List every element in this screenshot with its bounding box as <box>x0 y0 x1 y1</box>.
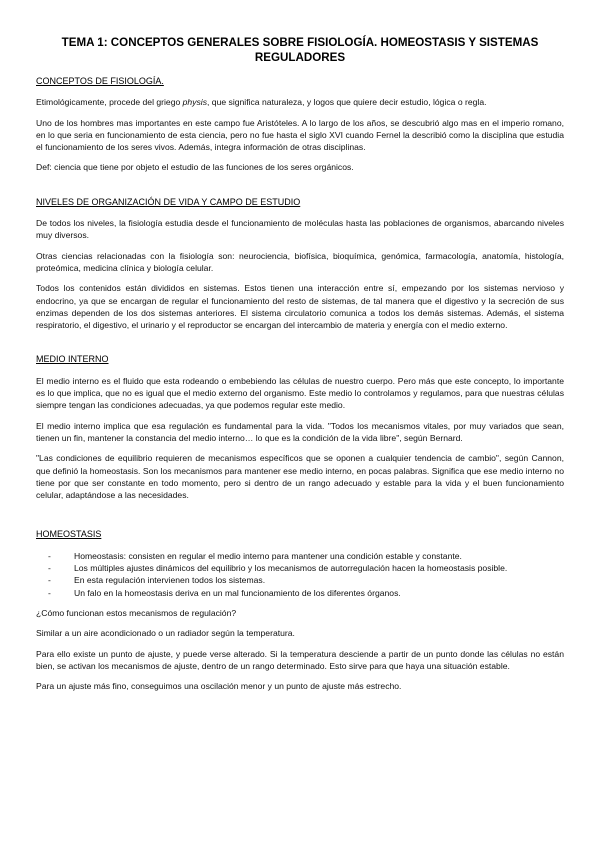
list-item: - Un falo en la homeostasis deriva en un mal funcionamiento de los diferentes órganos. <box>36 587 564 599</box>
paragraph: "Las condiciones de equilibrio requieren de mecanismos específicos que se oponen a cualquier tendencia de cambio", según Cannon, que definió la homeostasis. Son los mecanismos para mantener ese medio interno, en pocas palabras. Significa que ese medio interno no tiene por que ser constante en todo momento, pero si dentro de un rango adecuado y estable para la vida y el buen funcionamiento celular, adaptándose a las necesidades. <box>36 453 564 501</box>
paragraph <box>36 96 564 108</box>
paragraph: Otras ciencias relacionadas con la fisiología son: neurociencia, biofísica, bioquímica, genómica, farmacología, anatomía, histología, proteómica, medicina clínica y biología celular. <box>36 250 564 273</box>
paragraph: Similar a un aire acondicionado o un radiador según la temperatura. <box>36 628 295 639</box>
paragraph-text: , que significa naturaleza, y logos que quiere decir estudio, lógica o regla. <box>207 97 487 108</box>
paragraph: Para ello existe un punto de ajuste, y puede verse alterado. Si la temperatura desciende a partir de un punto donde las células no están bien, se activan los mecanismos de ajuste, dentro de un rango determinado. Esto sirve para que haya una situación estable. <box>36 648 564 671</box>
section-heading-conceptos: CONCEPTOS DE FISIOLOGÍA. <box>36 76 164 86</box>
paragraph: Uno de los hombres mas importantes en este campo fue Aristóteles. A lo largo de los años, se descubrió algo mas en el imperio romano, en lo que seria en funcionamiento de esta ciencia, pero no fue hasta el siglo XVI cuando Fernel la describió como la disciplina que estudia el funcionamiento de los seres vivos. Además, integra información de otras disciplinas. <box>36 117 564 153</box>
bullet-list <box>36 550 564 599</box>
list-item: - En esta regulación intervienen todos los sistemas. <box>36 574 564 586</box>
section-heading-homeostasis: HOMEOSTASIS <box>36 529 102 540</box>
document-title: TEMA 1: CONCEPTOS GENERALES SOBRE FISIOLOGÍA. HOMEOSTASIS Y SISTEMAS REGULADORES <box>61 36 539 64</box>
paragraph: Todos los contenidos están divididos en sistemas. Estos tienen una interacción entre sí, empezando por los sistemas nervioso y endocrino, ya que se encargan de regular el funcionamiento del resto de sistemas, de tal manera que el digestivo y la secreción de sus enzimas dependen de los dos sistemas anteriores. El sistema circulatorio comunica a todos los demás sistemas. Además, el sistema respiratorio, el digestivo, el urinario y el reproductor se encargan del intercambio de materia y energía con el medio externo. <box>36 283 564 331</box>
section-conceptos <box>36 75 564 174</box>
paragraph: El medio interno implica que esa regulación es fundamental para la vida. "Todos los mecanismos vitales, por muy variados que sean, tienen un fin, mantener la constancia del medio interno… lo que es la condición de la vida libre", según Bernard. <box>36 420 564 443</box>
term-physis: physis <box>182 97 208 108</box>
paragraph-text: Etimológicamente, procede del griego <box>36 97 183 108</box>
paragraph: Def: ciencia que tiene por objeto el estudio de las funciones de los seres orgánicos. <box>36 162 354 173</box>
section-medio-interno <box>36 353 564 501</box>
section-heading-niveles: NIVELES DE ORGANIZACIÓN DE VIDA Y CAMPO DE ESTUDIO <box>36 196 301 207</box>
paragraph: El medio interno es el fluido que esta rodeando o embebiendo las células de nuestro cuerpo. Pero más que este concepto, lo importante es lo que implica, que no es igual que el medio externo del organismo. Este medio lo controlamos y regulamos, para que nuestras células siempre tengan las condiciones adecuadas, ya que podemos regular este medio. <box>36 375 564 411</box>
list-item: - Homeostasis: consisten en regular el medio interno para mantener una condición estable y constante. <box>36 550 564 562</box>
section-homeostasis <box>36 528 564 692</box>
paragraph: Para un ajuste más fino, conseguimos una oscilación menor y un punto de ajuste más estrecho. <box>36 681 402 692</box>
section-niveles <box>36 196 564 332</box>
paragraph: ¿Cómo funcionan estos mecanismos de regulación? <box>36 607 237 618</box>
section-heading-medio-interno: MEDIO INTERNO <box>36 354 109 365</box>
list-item: - Los múltiples ajustes dinámicos del equilibrio y los mecanismos de autorregulación hacen la homeostasis posible. <box>36 562 564 574</box>
paragraph: De todos los niveles, la fisiología estudia desde el funcionamiento de moléculas hasta las poblaciones de organismos, abarcando niveles muy diversos. <box>36 218 564 241</box>
